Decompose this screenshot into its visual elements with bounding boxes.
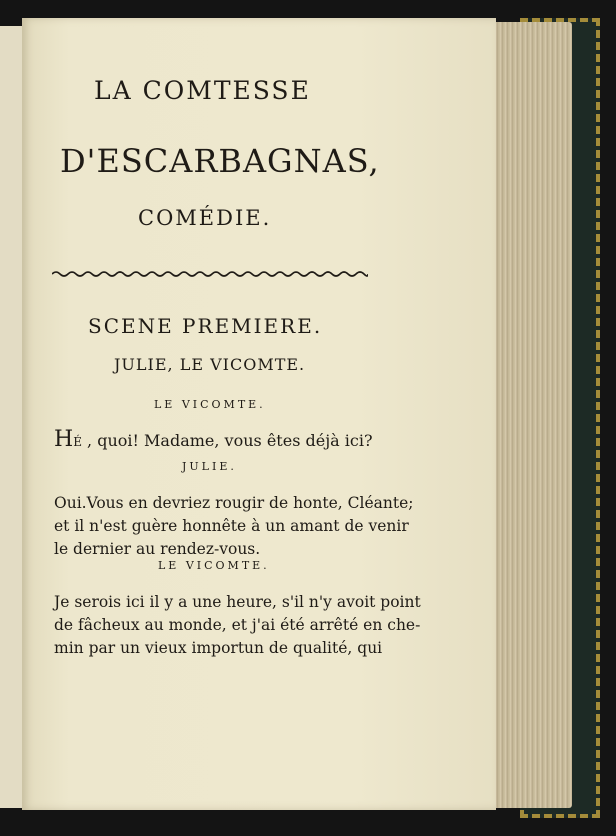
drop-capital: H xyxy=(54,427,74,452)
speaker-label: JULIE. xyxy=(182,460,237,473)
speaker-label: LE VICOMTE. xyxy=(154,398,266,411)
dialogue-line xyxy=(54,427,373,452)
dialogue-line: Oui.Vous en devriez rougir de honte, Cléante; xyxy=(54,494,414,512)
characters-list: JULIE, LE VICOMTE. xyxy=(114,355,306,374)
page-fore-edge xyxy=(494,22,572,808)
wavy-divider xyxy=(52,268,368,278)
speaker-label: LE VICOMTE. xyxy=(158,559,270,572)
dialogue-line: et il n'est guère honnête à un amant de venir xyxy=(54,517,409,535)
dialogue-line: de fâcheux au monde, et j'ai été arrêté en che- xyxy=(54,616,421,634)
dialogue-text: , quoi! Madame, vous êtes déjà ici? xyxy=(87,431,373,450)
title-line-3: COMÉDIE. xyxy=(138,206,272,230)
dialogue-line: le dernier au rendez-vous. xyxy=(54,540,261,558)
small-capital: É xyxy=(73,435,82,449)
title-line-2: D'ESCARBAGNAS, xyxy=(60,142,380,180)
book-page xyxy=(22,18,496,810)
dialogue-line: Je serois ici il y a une heure, s'il n'y avoit point xyxy=(54,593,421,611)
title-line-1: LA COMTESSE xyxy=(94,76,311,105)
left-page-edge xyxy=(0,26,23,808)
scene-heading: SCENE PREMIERE. xyxy=(88,314,323,338)
dialogue-line: min par un vieux importun de qualité, qui xyxy=(54,639,383,657)
